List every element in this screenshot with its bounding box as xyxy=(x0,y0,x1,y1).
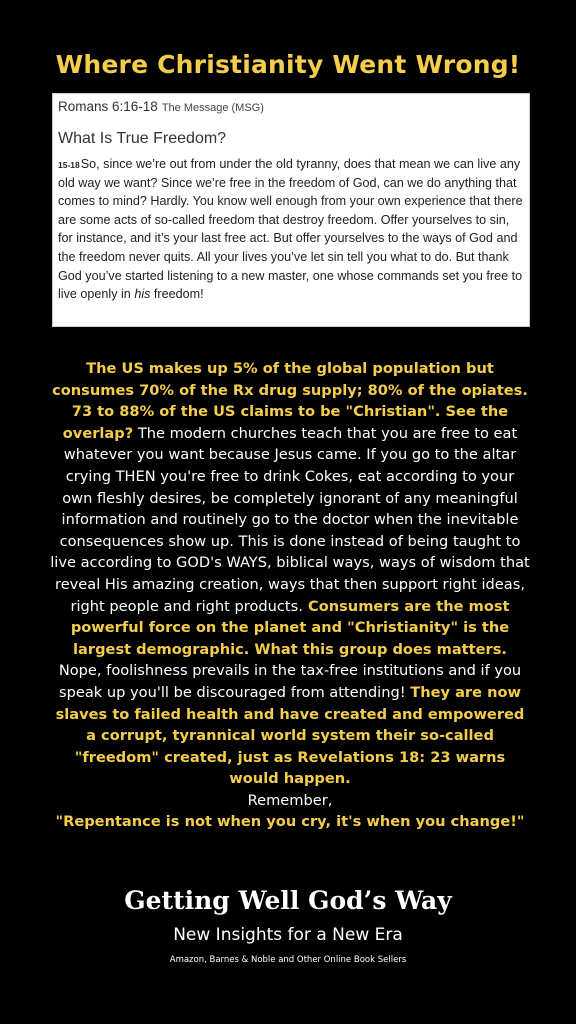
scripture-text: So, since we’re out from under the old tyranny, does that mean we can live any old way we want? Since we’re free in the freedom of God, can we do anything that comes to mind? Hardly. You know well enough from your own experience that there are some acts of so-called freedom that destroy freedom. Offer yourselves to sin, for instance, and it’s your last free act. But offer yourselves to the ways of God and the freedom never quits. All your lives you’ve let sin tell you what to do. But thank God you’ve started listening to a new master, one whose commands set you free to live openly in xyxy=(58,157,523,302)
repentance-quote: "Repentance is not when you cry, it's when you change!" xyxy=(55,813,525,831)
scripture-text-italic: his xyxy=(134,287,151,302)
highlight-consumers: Consumers are the most powerful force on the planet and "Christianity" is the largest demographic. What this group does matters. xyxy=(70,597,510,658)
remember-text: Remember, xyxy=(247,791,333,809)
scripture-reference-line xyxy=(58,98,524,117)
scripture-text-block xyxy=(58,155,524,304)
church-teaching-text: The modern churches teach that you are free to eat whatever you want because Jesus came. If you go to the altar crying THEN you're free to drink Cokes, eat according to your own fleshly desires, be completely ignorant of any meaningful information and routinely go to the doctor when the inevitable consequences show up. This is done instead of being taught to live according to GOD's WAYS, biblical ways, ways of wisdom that reveal His amazing creation, ways that then support right ideas, right people and right products. xyxy=(50,424,530,615)
highlight-statistics: The US makes up 5% of the global population but consumes 70% of the Rx drug supply; 80% of the opiates. 73 to 88% of the US claims to be "Christian". See the overlap? xyxy=(52,360,528,442)
highlight-slaves: They are now slaves to failed health and have created and empowered a corrupt, tyrannical world system their so-called "freedom" created, just as Revelations 18: 23 warns would happen. xyxy=(55,683,525,788)
page-title: Where Christianity Went Wrong! xyxy=(55,50,521,79)
book-sellers: Amazon, Barnes & Noble and Other Online Book Sellers xyxy=(169,955,407,965)
scripture-heading: What Is True Freedom? xyxy=(58,130,227,147)
book-subtitle: New Insights for a New Era xyxy=(173,925,403,945)
book-title: Getting Well God’s Way xyxy=(124,886,452,915)
scripture-text-end: freedom! xyxy=(150,287,204,302)
scripture-card xyxy=(52,93,530,327)
scripture-reference: Romans 6:16-18 xyxy=(58,99,158,114)
body-text xyxy=(50,358,530,833)
foolishness-text: Nope, foolishness prevails in the tax-free institutions and if you speak up you'll be discouraged from attending! xyxy=(58,662,522,701)
scripture-version: The Message (MSG) xyxy=(161,102,264,114)
verse-number: 15-18 xyxy=(58,160,80,170)
